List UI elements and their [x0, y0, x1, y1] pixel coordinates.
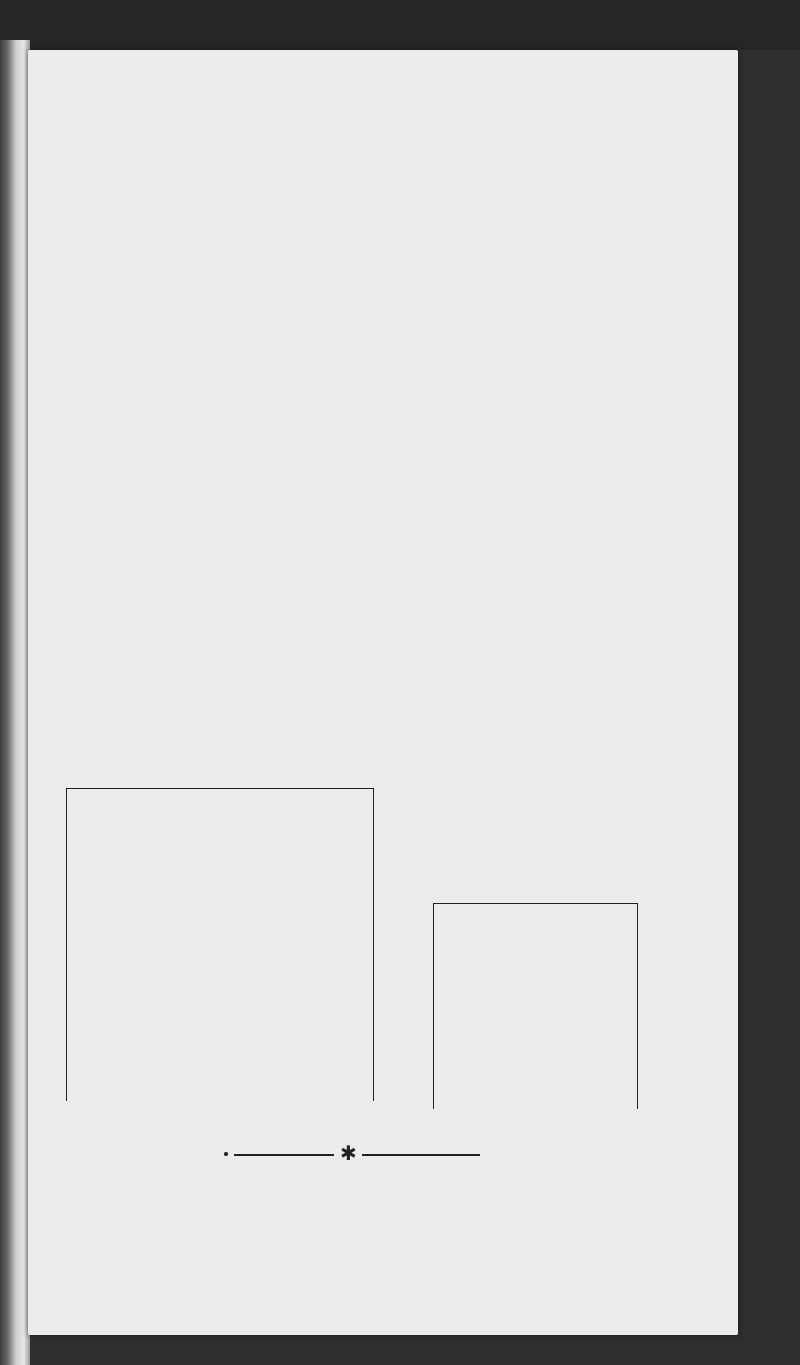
ornamental-divider — [224, 1144, 484, 1164]
document-page — [28, 50, 738, 1335]
sponsor-signatures-box — [66, 788, 374, 1101]
scan-background — [0, 0, 800, 50]
divider-rule-right — [362, 1154, 480, 1156]
divider-dot — [224, 1152, 228, 1156]
asterisk-ornament-icon: ✱ — [340, 1143, 357, 1165]
previous-page-edge — [0, 40, 30, 1365]
registration-number-box — [433, 903, 638, 1109]
divider-rule-left — [234, 1154, 334, 1156]
